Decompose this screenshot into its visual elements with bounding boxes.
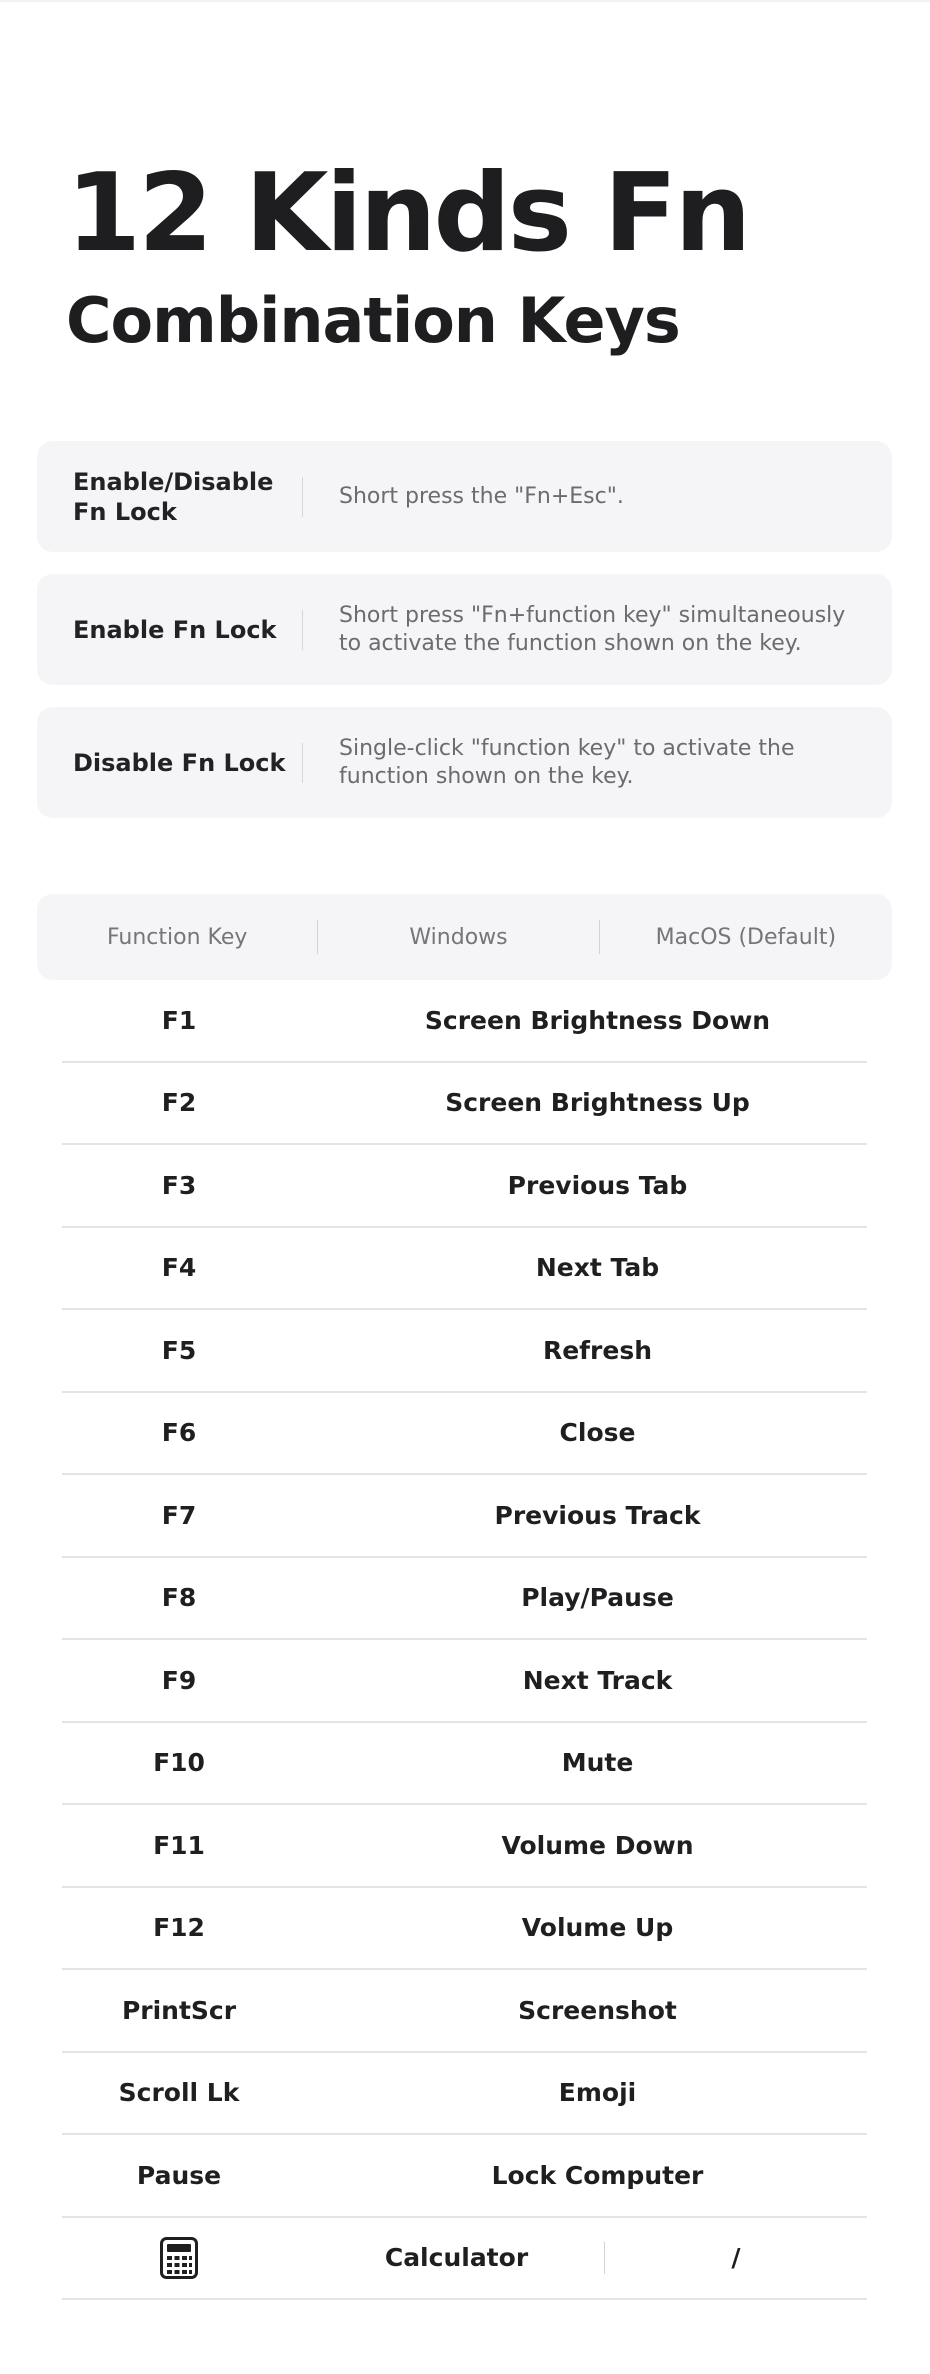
table-row <box>62 1475 867 1558</box>
table-row <box>62 1723 867 1806</box>
mode-description: Short press the "Fn+Esc". <box>339 483 624 509</box>
mode-card-disable <box>37 707 892 818</box>
table-row <box>62 2218 867 2301</box>
key-cell: F5 <box>161 1335 197 1365</box>
fn-lock-modes <box>37 441 892 840</box>
key-cell: F6 <box>161 1418 197 1448</box>
key-cell: F12 <box>153 1913 205 1943</box>
key-cell: F8 <box>161 1583 197 1613</box>
key-cell: F4 <box>161 1253 197 1283</box>
table-row <box>62 1970 867 2053</box>
table-row <box>62 2135 867 2218</box>
key-cell: F10 <box>153 1748 205 1778</box>
mode-description: Short press "Fn+function key" simultaneously to activate the function shown on the key. <box>339 603 846 656</box>
function-cell: Next Track <box>522 1665 673 1695</box>
mode-card-enable-disable <box>37 441 892 552</box>
key-cell: F7 <box>161 1500 197 1530</box>
table-header <box>37 894 892 980</box>
table-body <box>62 980 867 2300</box>
key-cell: F11 <box>153 1830 205 1860</box>
fn-keys-table <box>37 894 892 2300</box>
table-row <box>62 1888 867 1971</box>
function-cell: Close <box>559 1418 636 1448</box>
function-cell: Volume Up <box>521 1913 674 1943</box>
table-row <box>62 2053 867 2136</box>
function-cell: Next Tab <box>535 1253 660 1283</box>
header-function-key: Function Key <box>106 924 248 950</box>
table-row <box>62 1145 867 1228</box>
key-cell: PrintScr <box>121 1995 237 2025</box>
title-line-2: Combination Keys <box>66 284 680 357</box>
function-cell: Previous Tab <box>507 1170 688 1200</box>
mode-description: Single-click "function key" to activate the function shown on the key. <box>339 736 795 789</box>
page-title <box>66 151 749 357</box>
mode-label: Disable Fn Lock <box>73 748 286 777</box>
title-line-1: 12 Kinds Fn <box>66 151 749 276</box>
mode-label: Enable Fn Lock <box>73 615 277 644</box>
windows-cell: Calculator <box>384 2243 529 2273</box>
table-row <box>62 1640 867 1723</box>
mode-card-enable <box>37 574 892 685</box>
function-cell: Emoji <box>558 2078 637 2108</box>
function-cell: Screenshot <box>518 1995 677 2025</box>
key-cell: F2 <box>161 1088 197 1118</box>
table-row <box>62 1558 867 1641</box>
key-cell: F9 <box>161 1665 197 1695</box>
key-cell: F3 <box>161 1170 197 1200</box>
function-cell: Mute <box>561 1748 634 1778</box>
function-cell: Volume Down <box>501 1830 694 1860</box>
table-row <box>62 980 867 1063</box>
key-cell: Scroll Lk <box>118 2078 240 2108</box>
table-row <box>62 1228 867 1311</box>
macos-cell: / <box>731 2243 741 2273</box>
calculator-icon <box>160 2237 198 2279</box>
function-cell: Lock Computer <box>491 2160 704 2190</box>
key-cell: Pause <box>136 2160 222 2190</box>
key-cell: F1 <box>161 1005 197 1035</box>
table-row <box>62 1310 867 1393</box>
top-divider <box>0 0 930 2</box>
header-windows: Windows <box>409 924 508 950</box>
key-cell <box>64 2237 294 2279</box>
function-cell: Refresh <box>542 1335 653 1365</box>
function-cell: Screen Brightness Down <box>424 1005 771 1035</box>
function-cell: Previous Track <box>494 1500 701 1530</box>
table-row <box>62 1393 867 1476</box>
header-macos: MacOS (Default) <box>655 924 837 950</box>
table-row <box>62 1805 867 1888</box>
function-cell: Play/Pause <box>521 1583 674 1613</box>
table-row <box>62 1063 867 1146</box>
mode-label: Enable/Disable Fn Lock <box>73 467 274 526</box>
function-cell: Screen Brightness Up <box>445 1088 750 1118</box>
